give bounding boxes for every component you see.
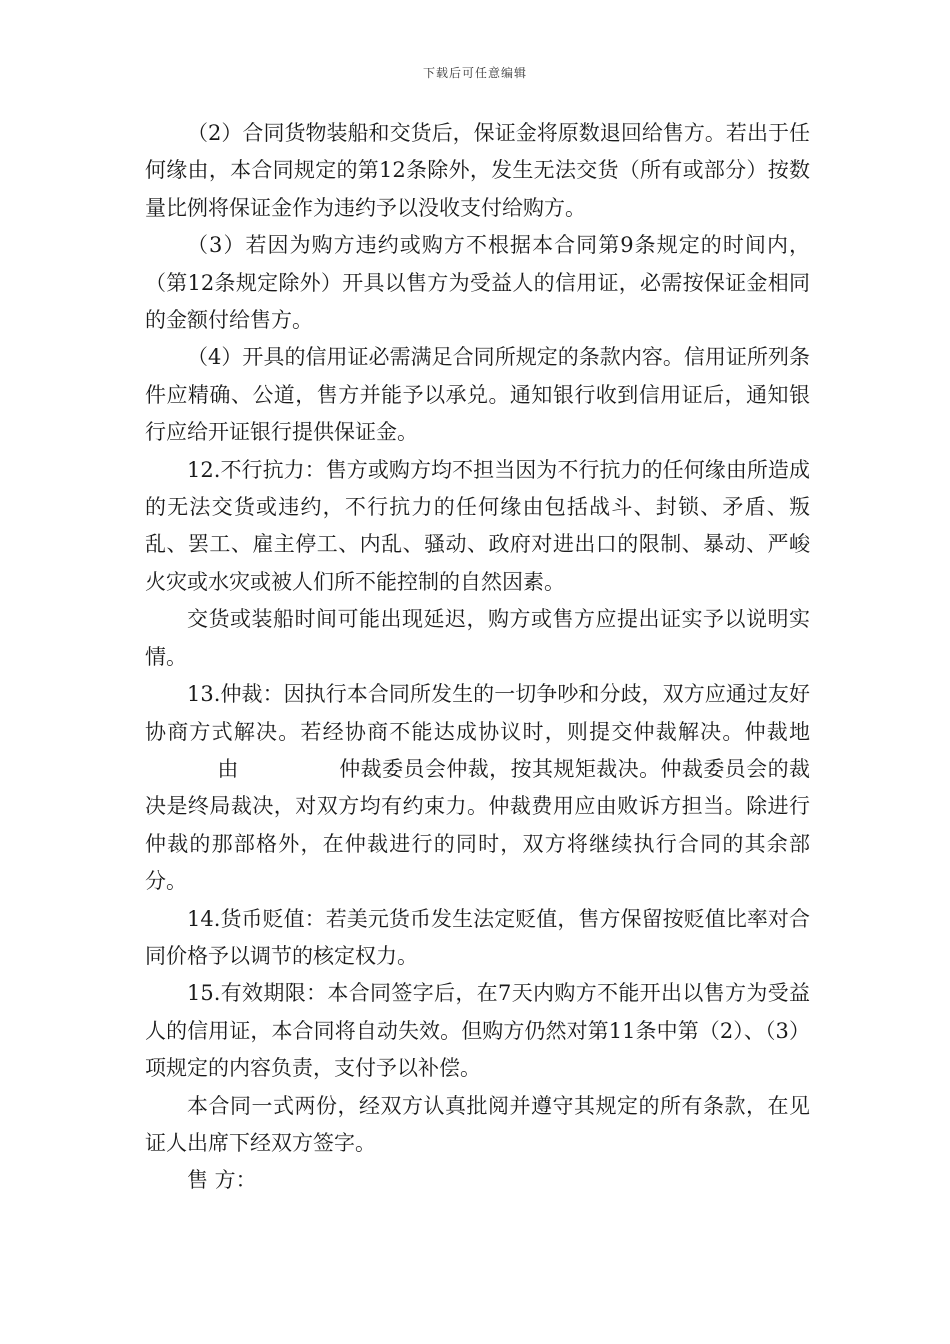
paragraph-clause-11-2: （2）合同货物装船和交货后，保证金将原数退回给售方。若出于任何缘由，本合同规定的第12条除外，发生无法交货（所有或部分）按数量比例将保证金作为违约予以没收支付给购方。 [145,121,810,220]
paragraph-clause-11-4: （4）开具的信用证必需满足合同所规定的条款内容。信用证所列条件应精确、公道，售方并能予以承兑。通知银行收到信用证后，通知银行应给开证银行提供保证金。 [145,345,810,445]
arbitration-text-part-2: 由 [217,756,239,781]
page-header: 下载后可任意编辑 [422,66,527,80]
document-body [145,115,810,1200]
paragraph-clause-13-arbitration [145,676,810,900]
paragraph-clause-14-devaluation: 14.货币贬值：若美元货币发生法定贬值，售方保留按贬值比率对合同价格予以调节的核定权力。 [145,906,810,968]
arbitration-text-part-3: 仲裁委员会仲裁，按其规矩裁决。仲裁委员会的裁决是终局裁决，对双方均有约束力。仲裁费用应由败诉方担当。除进行仲裁的那部格外，在仲裁进行的同时，双方将继续执行合同的其余部分。 [145,756,811,894]
paragraph-clause-12-force-majeure: 12.不行抗力：售方或购方均不担当因为不行抗力的任何缘由所造成的无法交货或违约，不行抗力的任何缘由包括战斗、封锁、矛盾、叛乱、罢工、雇主停工、内乱、骚动、政府对进出口的限制、暴动、严峻火灾或水灾或被人们所不能控制的自然因素。 [145,457,810,594]
paragraph-delivery-delay: 交货或装船时间可能出现延迟，购方或售方应提出证实予以说明实情。 [145,607,810,669]
paragraph-clause-15-validity: 15.有效期限：本合同签字后，在7天内购方不能开出以售方为受益人的信用证，本合同将自动失效。但购方仍然对第11条中第（2）、（3）项规定的内容负责，支付予以补偿。 [145,981,810,1081]
paragraph-clause-11-3: （3）若因为购方违约或购方不根据本合同第9条规定的时间内，（第12条规定除外）开具以售方为受益人的信用证，必需按保证金相同的金额付给售方。 [145,233,810,333]
arbitration-text-part-1: 13.仲裁：因执行本合同所发生的一切争吵和分歧，双方应通过友好协商方式解决。若经协商不能达成协议时，则提交仲裁解决。仲裁地 [145,682,810,744]
paragraph-copies-signature: 本合同一式两份，经双方认真批阅并遵守其规定的所有条款，在见证人出席下经双方签字。 [145,1093,810,1155]
seller-signature-label: 售 方： [187,1168,257,1193]
